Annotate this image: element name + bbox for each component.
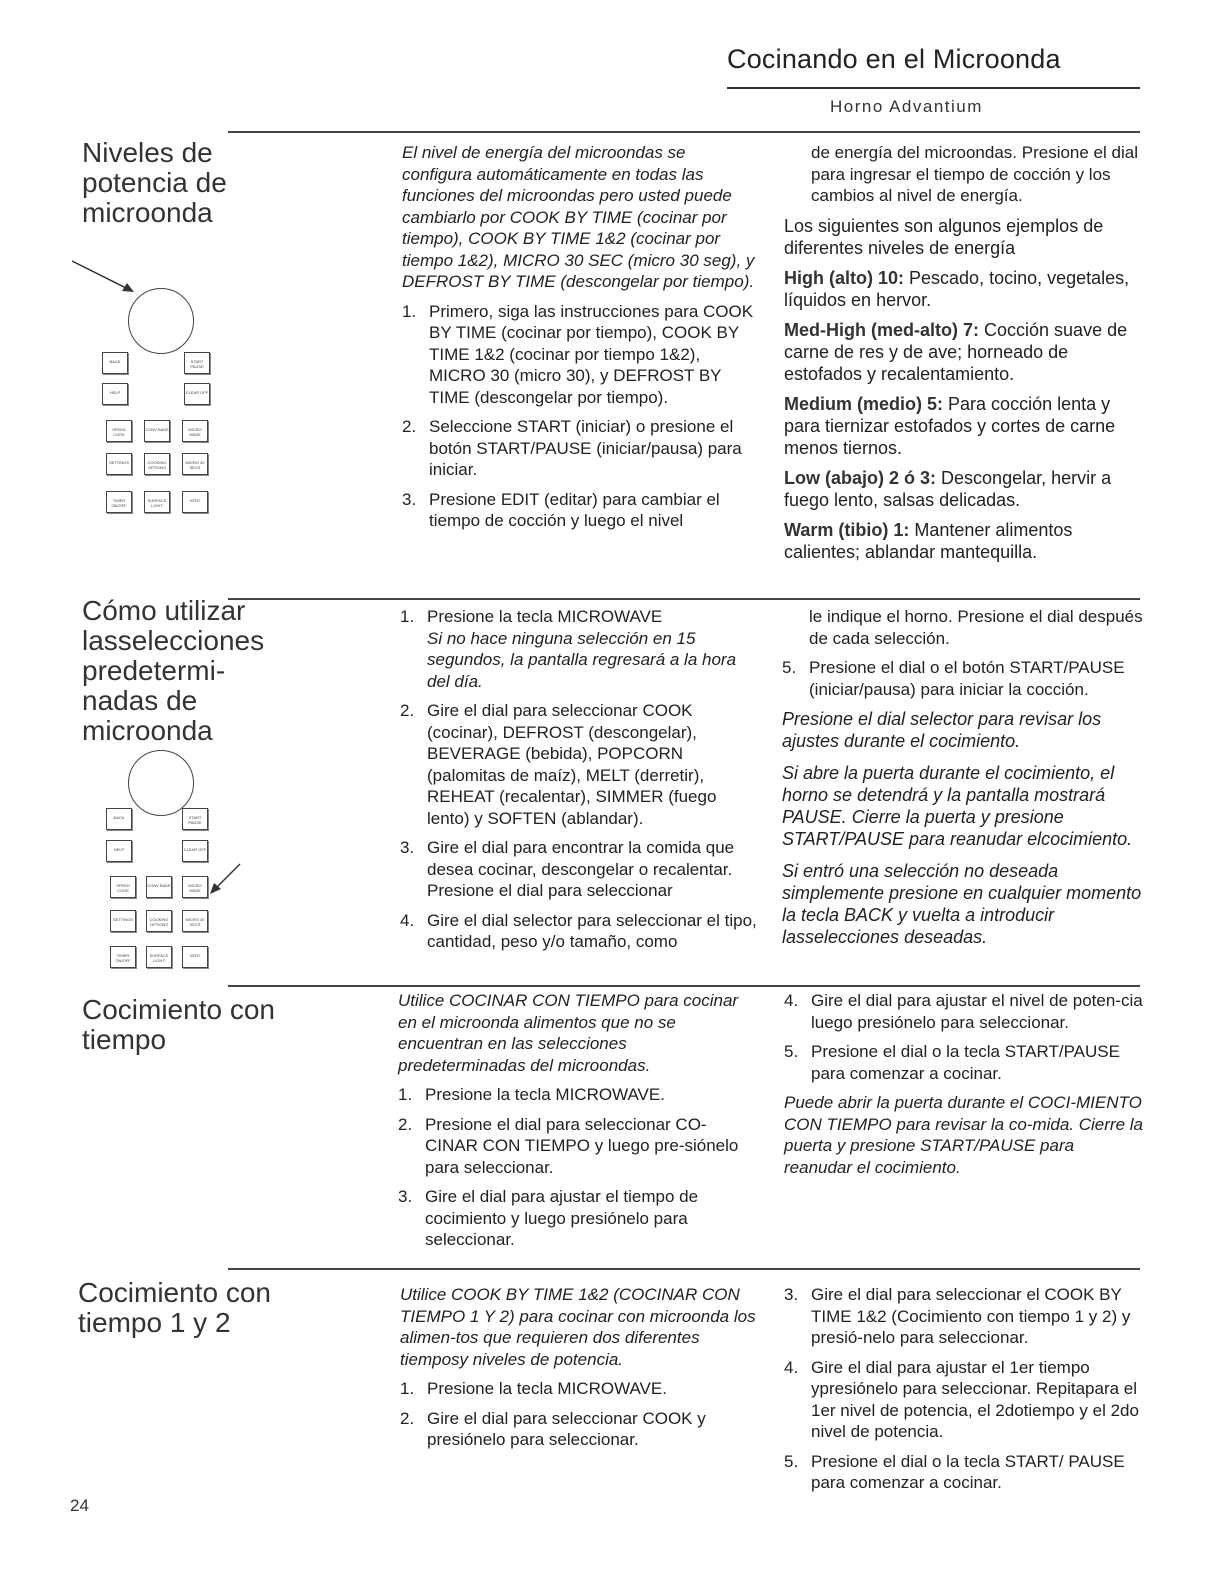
key-settings: SETTINGS	[106, 453, 132, 475]
key-speed-cook: SPEED COOK	[110, 876, 136, 898]
power-step3-continued: de energía del microondas. Presione el dial para ingresar el tiempo de cocción y los cambios al nivel de energía.	[811, 143, 1138, 205]
presets-steps-right	[782, 657, 1144, 700]
list-item: 4. Gire el dial para ajustar el 1er tiempo ypresiónelo para seleccionar. Repitapara el 1er nivel de potencia, el 2dotiempo y el 2do nivel de potencia.	[784, 1357, 1139, 1441]
timed12-column-right	[784, 1284, 1144, 1502]
timed-intro: Utilice COCINAR CON TIEMPO para cocinar en el microonda alimentos que no se encuentran en las selecciones predeterminadas del microondas.	[398, 991, 739, 1075]
key-clear-off: CLEAR OFF	[182, 840, 208, 862]
section-divider	[228, 1268, 1140, 1270]
power-examples-intro: Los siguientes son algunos ejemplos de diferentes niveles de energía	[784, 215, 1104, 258]
list-item: 5. Presione el dial o el botón START/PAUSE (iniciar/pausa) para iniciar la cocción.	[782, 658, 1125, 699]
list-item: 5. Presione el dial o la tecla START/ PAUSE para comenzar a cocinar.	[784, 1451, 1125, 1492]
key-start-pause: START PAUSE	[184, 352, 210, 374]
section-title-presets: Cómo utilizar lasselecciones predetermi-nadas de microonda	[82, 595, 265, 746]
power-intro: El nivel de energía del microondas se configura automáticamente en todas las funciones del microondas pero usted puede cambiarlo por COOK BY TIME (cocinar por tiempo), COOK BY TIME 1&2 (cocinar por tiempo 1&2), MICRO 30 SEC (micro 30 seg), y DEFROST BY TIME (descongelar por tiempo).	[402, 143, 755, 291]
list-item: 2. Gire el dial para seleccionar COOK (cocinar), DEFROST (descongelar), BEVERAGE (bebida), POPCORN (palomitas de maíz), MELT (derretir), REHEAT (recalentar), SIMMER (fuego lento) y SOFTEN (ablandar).	[400, 701, 717, 828]
section-title-power: Niveles de potencia de microonda	[82, 137, 227, 228]
key-vent: VENT	[182, 946, 208, 968]
selector-dial	[128, 750, 194, 816]
list-item: 4. Gire el dial selector para seleccionar el tipo, cantidad, peso y/o tamaño, como	[400, 910, 757, 951]
list-item: 2. Seleccione START (iniciar) o presione el botón START/PAUSE (iniciar/pausa) para iniciar.	[402, 417, 742, 479]
section-divider	[228, 985, 1140, 987]
list-item: 1. Presione la tecla MICROWAVE.	[400, 1379, 667, 1398]
key-microwave: MICRO WAVE	[182, 420, 208, 442]
key-timer: TIMER ON/OFF	[106, 491, 132, 513]
key-clear-off: CLEAR OFF	[184, 383, 210, 405]
list-item: 1. Presione la tecla MICROWAVE Si no hace ninguna selección en 15 segundos, la pantalla regresará a la hora del día.	[400, 607, 737, 691]
presets-column-right	[782, 606, 1144, 956]
timed12-intro: Utilice COOK BY TIME 1&2 (COCINAR CON TIEMPO 1 Y 2) para cocinar con microonda los alimen-tos que requieren dos diferentes tiemposy niveles de potencia.	[400, 1285, 756, 1369]
section-divider	[228, 131, 1140, 133]
presets-note: Si abre la puerta durante el cocimiento, el horno se detendrá y la pantalla mostrará PAUSE. Cierre la puerta y presione START/PAUSE para reanudar elcocimiento.	[782, 763, 1133, 849]
presets-note: Si entró una selección no deseada simplemente presione en cualquier momento la tecla BACK y vuelta a introducir lasselecciones deseadas.	[782, 861, 1142, 947]
page-header-subtitle: Horno Advantium	[830, 97, 983, 116]
key-surface-light: SURFACE LIGHT	[146, 946, 172, 968]
power-column-left	[402, 142, 760, 540]
key-back: BACK	[102, 352, 128, 374]
key-speed-cook: SPEED COOK	[106, 420, 132, 442]
power-level-warm: Warm (tibio) 1: Mantener alimentos calientes; ablandar mantequilla.	[784, 519, 1073, 562]
list-item: 5. Presione el dial o la tecla START/PAUSE para comenzar a cocinar.	[784, 1042, 1120, 1083]
timed12-column-left	[400, 1284, 760, 1459]
list-item: 2. Presione el dial para seleccionar CO-CINAR CON TIEMPO y luego pre-siónelo para seleccionar.	[398, 1114, 739, 1177]
keypad-illustration	[82, 730, 252, 990]
pointer-arrow-icon	[70, 255, 150, 295]
key-micro-30: MICRO 30 SECS	[182, 910, 208, 932]
key-timer: TIMER ON/OFF	[110, 946, 136, 968]
key-help: HELP	[102, 383, 128, 405]
section-title-timed: Cocimiento con tiempo	[82, 994, 275, 1055]
key-vent: VENT	[182, 491, 208, 513]
keypad-illustration	[70, 255, 240, 535]
presets-column-left	[400, 606, 762, 961]
key-start-pause: START PAUSE	[182, 808, 208, 830]
power-steps	[402, 301, 760, 532]
timed-steps	[398, 1084, 758, 1251]
timed12-steps-right	[784, 1284, 1144, 1494]
power-level-high: High (alto) 10: Pescado, tocino, vegetales, líquidos en hervor.	[784, 267, 1130, 310]
header-rule	[727, 87, 1140, 89]
key-surface-light: SURFACE LIGHT	[144, 491, 170, 513]
key-microwave: MICRO WAVE	[182, 876, 208, 898]
key-cooking-options: COOKING OPTIONS	[146, 910, 172, 932]
power-level-medium: Medium (medio) 5: Para cocción lenta y para tiernizar estofados y cortes de carne menos tiernos.	[784, 393, 1116, 458]
list-item: 3. Gire el dial para ajustar el tiempo de cocimiento y luego presiónelo para seleccionar.	[398, 1187, 699, 1249]
list-item: 2. Gire el dial para seleccionar COOK y presiónelo para seleccionar.	[400, 1408, 706, 1449]
list-item: 3. Gire el dial para seleccionar el COOK BY TIME 1&2 (Cocimiento con tiempo 1 y 2) y presió-nelo para seleccionar.	[784, 1285, 1131, 1347]
section-title-timed12: Cocimiento con tiempo 1 y 2	[78, 1277, 271, 1338]
timed-column-left	[398, 990, 758, 1259]
page-number: 24	[70, 1496, 89, 1515]
timed-note: Puede abrir la puerta durante el COCI-MIENTO CON TIEMPO para revisar la co-mida. Cierre la puerta y presione START/PAUSE para reanudar el cocimiento.	[784, 1093, 1143, 1177]
key-conv-bake: CONV BAKE	[146, 876, 172, 898]
pointer-arrow-icon	[206, 860, 246, 900]
section-divider	[228, 598, 1140, 600]
power-column-right	[784, 142, 1144, 571]
key-help: HELP	[106, 840, 132, 862]
list-item: 3. Gire el dial para encontrar la comida que desea cocinar, descongelar o recalentar. Presione el dial para seleccionar	[400, 838, 735, 900]
power-level-med-high: Med-High (med-alto) 7: Cocción suave de carne de res y de ave; horneado de estofados y recalentamiento.	[784, 319, 1128, 384]
power-level-low: Low (abajo) 2 ó 3: Descongelar, hervir a fuego lento, salsas delicadas.	[784, 467, 1112, 510]
list-item: 3. Presione EDIT (editar) para cambiar el tiempo de cocción y luego el nivel	[402, 489, 720, 530]
key-settings: SETTINGS	[110, 910, 136, 932]
list-item: 4. Gire el dial para ajustar el nivel de poten-cia luego presiónelo para seleccionar.	[784, 991, 1143, 1032]
list-item: 1. Presione la tecla MICROWAVE.	[398, 1085, 665, 1104]
timed-column-right	[784, 990, 1144, 1186]
key-cooking-options: COOKING OPTIONS	[144, 453, 170, 475]
timed-steps-right	[784, 990, 1144, 1084]
key-conv-bake: CONV BAKE	[144, 420, 170, 442]
selector-dial	[128, 288, 194, 354]
page-header-title: Cocinando en el Microonda	[727, 44, 1061, 74]
list-item: 1. Primero, siga las instrucciones para COOK BY TIME (cocinar por tiempo), COOK BY TIME 1&2 (cocinar por tiempo 1&2), MICRO 30 (micro 30), y DEFROST BY TIME (descongelar por tiempo).	[402, 301, 754, 407]
presets-note: Presione el dial selector para revisar los ajustes durante el cocimiento.	[782, 709, 1102, 751]
presets-steps	[400, 606, 762, 953]
timed12-steps	[400, 1378, 760, 1451]
key-back: BACK	[106, 808, 132, 830]
key-micro-30: MICRO 30 SECS	[182, 453, 208, 475]
presets-step4-continued: le indique el horno. Presione el dial después de cada selección.	[809, 607, 1143, 648]
